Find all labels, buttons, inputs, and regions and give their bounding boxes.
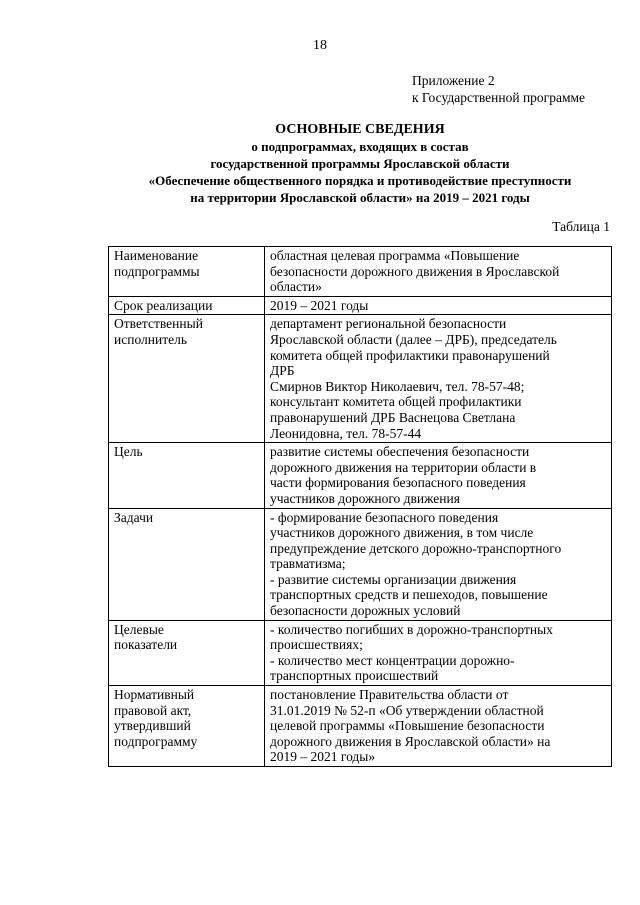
row-label-cell: [109, 620, 265, 685]
table-row: [109, 508, 612, 620]
appendix-line-1: Приложение 2: [412, 73, 495, 88]
row-label-line: правовой акт,: [114, 702, 192, 718]
row-value-line: Леонидовна, тел. 78-57-44: [270, 425, 422, 441]
row-value-line: правонарушений ДРБ Васнецова Светлана: [270, 409, 516, 425]
row-value-line: постановление Правительства области от: [270, 687, 509, 703]
row-label-cell: [109, 686, 265, 767]
appendix-note: [412, 72, 634, 106]
row-value-cell: [265, 686, 612, 767]
row-label-cell: [109, 443, 265, 508]
row-value-line: 2019 – 2021 годы: [270, 297, 369, 313]
row-label-line: Срок реализации: [114, 297, 213, 313]
row-value-line: 31.01.2019 № 52-п «Об утверждении областной: [270, 702, 544, 718]
row-value-line: участников дорожного движения, в том числе: [270, 525, 534, 541]
row-value-line: - формирование безопасного поведения: [270, 509, 499, 525]
row-label-line: Цель: [114, 444, 143, 460]
row-value-line: департамент региональной безопасности: [270, 316, 507, 332]
heading-title: ОСНОВНЫЕ СВЕДЕНИЯ: [275, 122, 445, 137]
page-number: 18: [313, 38, 327, 53]
row-value-line: предупреждение детского дорожно-транспортного: [270, 540, 562, 556]
row-value-cell: [265, 296, 612, 315]
heading-line-2: о подпрограммах, входящих в состав: [251, 139, 469, 154]
row-value-line: - развитие системы организации движения: [270, 571, 517, 587]
table-row: [109, 686, 612, 767]
row-value-line: ДРБ: [270, 363, 295, 379]
row-value-line: травматизма;: [270, 556, 346, 572]
row-label-line: Ответственный: [114, 316, 203, 332]
row-label-line: Целевые: [114, 621, 164, 637]
row-value-line: безопасности дорожного движения в Ярославской: [270, 263, 560, 279]
table-row: [109, 247, 612, 297]
row-label-line: Нормативный: [114, 687, 195, 703]
row-value-cell: [265, 620, 612, 685]
table-row: [109, 296, 612, 315]
row-label-cell: [109, 247, 265, 297]
row-value-line: - количество мест концентрации дорожно-: [270, 652, 515, 668]
table-row: [109, 620, 612, 685]
row-value-line: транспортных происшествий: [270, 668, 439, 684]
row-label-line: подпрограмму: [114, 733, 198, 749]
table-row: [109, 315, 612, 443]
row-label-line: подпрограммы: [114, 263, 200, 279]
row-value-cell: [265, 443, 612, 508]
appendix-line-2: к Государственной программе: [412, 90, 586, 105]
row-value-line: части формирования безопасного поведения: [270, 475, 526, 491]
row-value-line: - количество погибших в дорожно-транспортных: [270, 621, 553, 637]
table-row: [109, 443, 612, 508]
row-value-line: участников дорожного движения: [270, 490, 460, 506]
row-value-line: области»: [270, 279, 322, 295]
row-value-line: Ярославской области (далее – ДРБ), председатель: [270, 331, 557, 347]
row-value-line: 2019 – 2021 годы»: [270, 749, 376, 765]
row-value-line: дорожного движения на территории области в: [270, 459, 537, 475]
row-value-line: безопасности дорожных условий: [270, 603, 461, 619]
row-value-line: областная целевая программа «Повышение: [270, 248, 520, 263]
heading-line-3: государственной программы Ярославской области: [210, 156, 510, 171]
row-value-line: консультант комитета общей профилактики: [270, 394, 522, 410]
row-label-cell: [109, 508, 265, 620]
row-label-line: исполнитель: [114, 331, 187, 347]
row-value-line: происшествиях;: [270, 637, 363, 653]
row-label-line: Наименование: [114, 248, 199, 263]
table-body: [109, 247, 612, 767]
row-value-cell: [265, 315, 612, 443]
row-value-line: Смирнов Виктор Николаевич, тел. 78-57-48;: [270, 378, 525, 394]
subprogram-info-table: [108, 246, 612, 767]
row-value-cell: [265, 247, 612, 297]
table-label: Таблица 1: [552, 219, 610, 234]
row-value-cell: [265, 508, 612, 620]
row-label-cell: [109, 315, 265, 443]
heading-line-5: на территории Ярославской области» на 2019 – 2021 годы: [190, 190, 530, 205]
row-label-line: утвердивший: [114, 718, 191, 734]
row-value-line: комитета общей профилактики правонарушений: [270, 347, 550, 363]
row-label-cell: [109, 296, 265, 315]
heading-line-4: «Обеспечение общественного порядка и противодействие преступности: [148, 173, 572, 188]
document-heading: [60, 121, 640, 206]
row-label-line: показатели: [114, 637, 178, 653]
row-value-line: развитие системы обеспечения безопасности: [270, 444, 530, 460]
row-value-line: целевой программы «Повышение безопасности: [270, 718, 545, 734]
row-label-line: Задачи: [114, 509, 154, 525]
row-value-line: дорожного движения в Ярославской области» на: [270, 733, 551, 749]
row-value-line: транспортных средств и пешеходов, повышение: [270, 587, 548, 603]
